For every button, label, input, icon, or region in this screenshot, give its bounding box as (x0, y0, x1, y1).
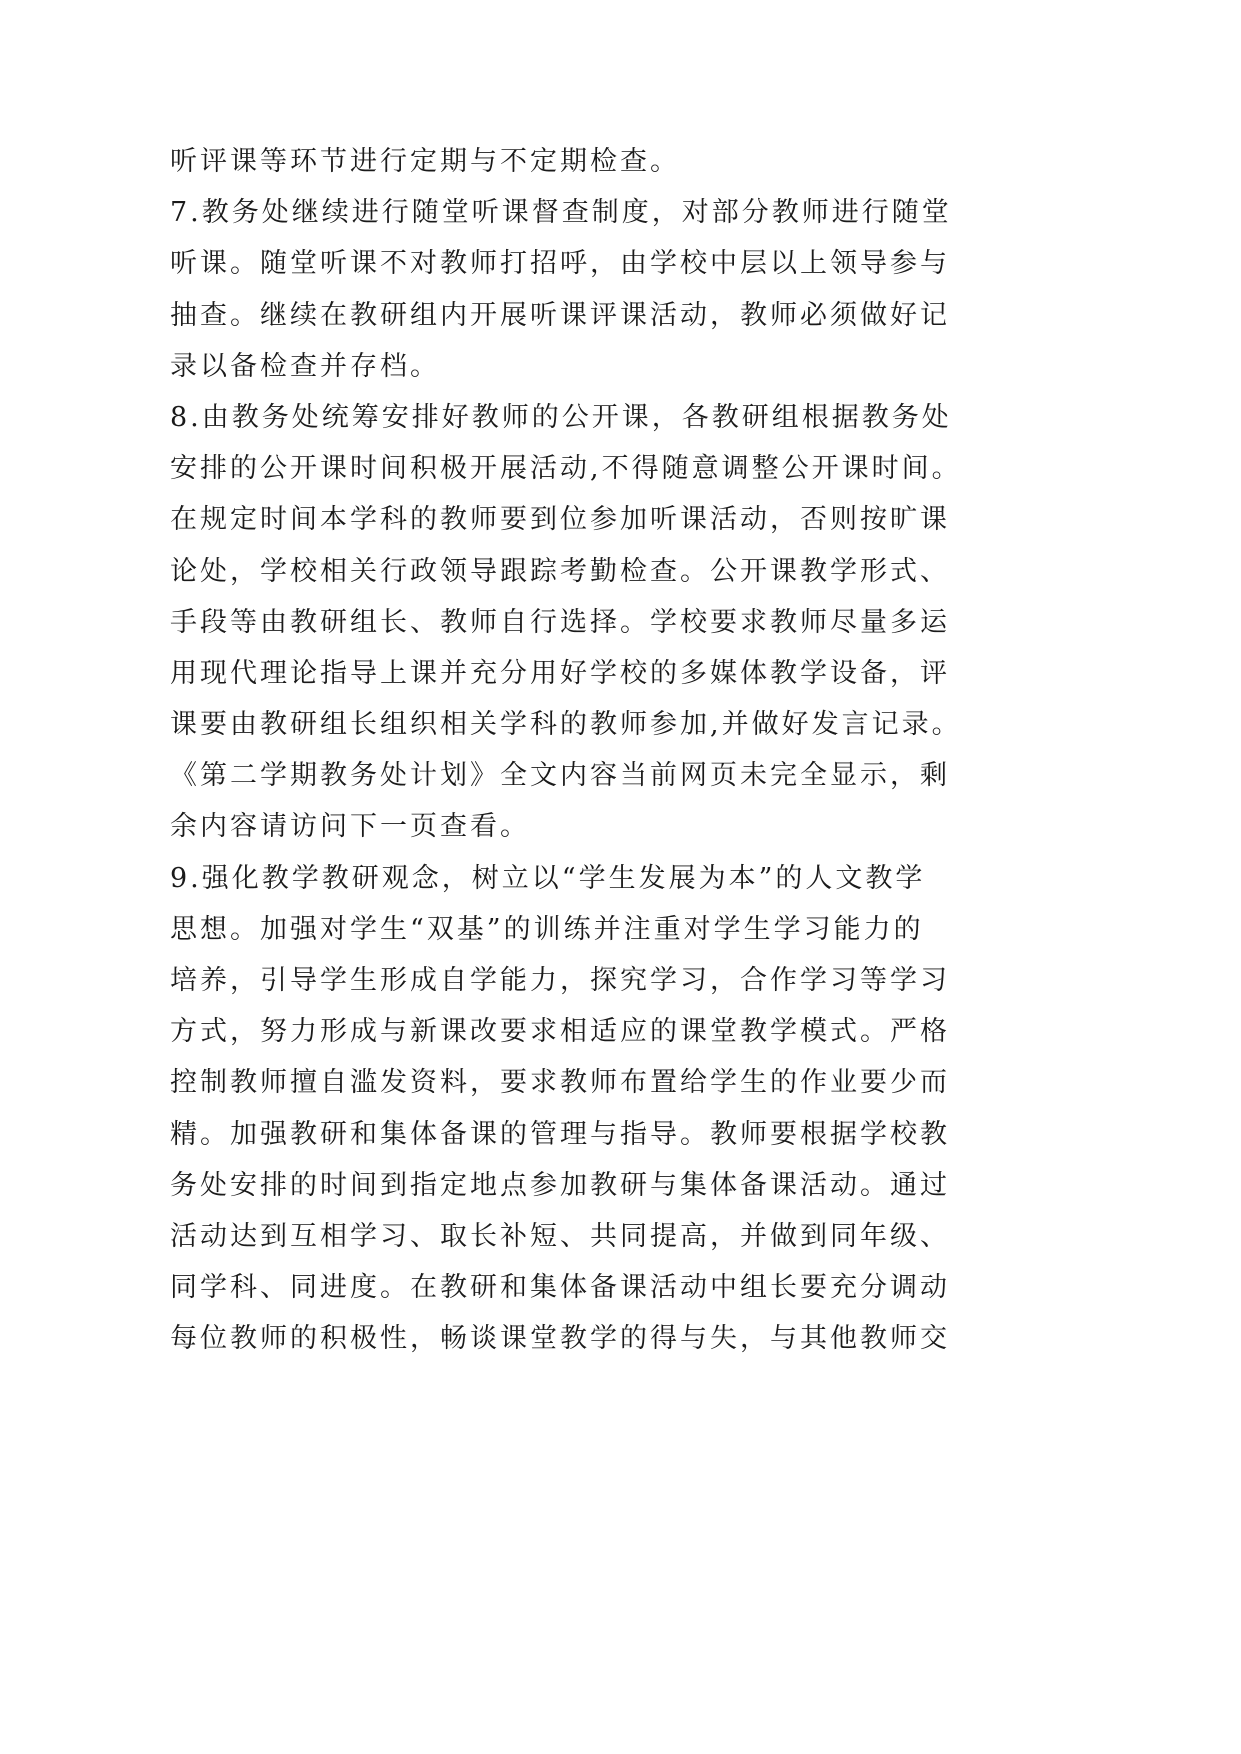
text-line: 安排的公开课时间积极开展活动,不得随意调整公开课时间。 (170, 453, 962, 485)
text-line: 控制教师擅自滥发资料，要求教师布置给学生的作业要少而 (170, 1067, 950, 1099)
text-line: 听评课等环节进行定期与不定期检查。 (170, 146, 680, 177)
text-line: 7.教务处继续进行随堂听课督查制度，对部分教师进行随堂 (170, 197, 952, 229)
text-line: 课要由教研组长组织相关学科的教师参加,并做好发言记录。 (170, 709, 962, 741)
text-line: 9.强化教学教研观念，树立以“学生发展为本”的人文教学 (170, 862, 926, 894)
text-line: 手段等由教研组长、教师自行选择。学校要求教师尽量多运 (170, 606, 950, 638)
text-line: 活动达到互相学习、取长补短、共同提高，并做到同年级、 (170, 1220, 950, 1252)
text-line: 培养，引导学生形成自学能力，探究学习，合作学习等学习 (170, 965, 950, 996)
text-line: 每位教师的积极性，畅谈课堂教学的得与失，与其他教师交 (170, 1323, 950, 1355)
text-line: 同学科、同进度。在教研和集体备课活动中组长要充分调动 (170, 1272, 950, 1304)
text-line: 思想。加强对学生“双基”的训练并注重对学生学习能力的 (170, 913, 924, 945)
text-line: 余内容请访问下一页查看。 (170, 811, 530, 843)
text-line: 听课。随堂听课不对教师打招呼，由学校中层以上领导参与 (170, 248, 950, 280)
text-line: 8.由教务处统筹安排好教师的公开课，各教研组根据教务处 (170, 401, 952, 433)
text-line: 务处安排的时间到指定地点参加教研与集体备课活动。通过 (170, 1169, 950, 1201)
text-line: 《第二学期教务处计划》全文内容当前网页未完全显示，剩 (170, 760, 950, 792)
text-line: 用现代理论指导上课并充分用好学校的多媒体教学设备，评 (170, 657, 950, 689)
text-line: 精。加强教研和集体备课的管理与指导。教师要根据学校教 (170, 1118, 950, 1150)
text-line: 抽查。继续在教研组内开展听课评课活动，教师必须做好记 (170, 299, 950, 331)
text-line: 录以备检查并存档。 (170, 350, 440, 382)
document-body (170, 136, 970, 1365)
text-line: 方式，努力形成与新课改要求相适应的课堂教学模式。严格 (170, 1016, 950, 1048)
text-line: 论处，学校相关行政领导跟踪考勤检查。公开课教学形式、 (170, 555, 950, 587)
text-line: 在规定时间本学科的教师要到位参加听课活动，否则按旷课 (170, 504, 950, 536)
